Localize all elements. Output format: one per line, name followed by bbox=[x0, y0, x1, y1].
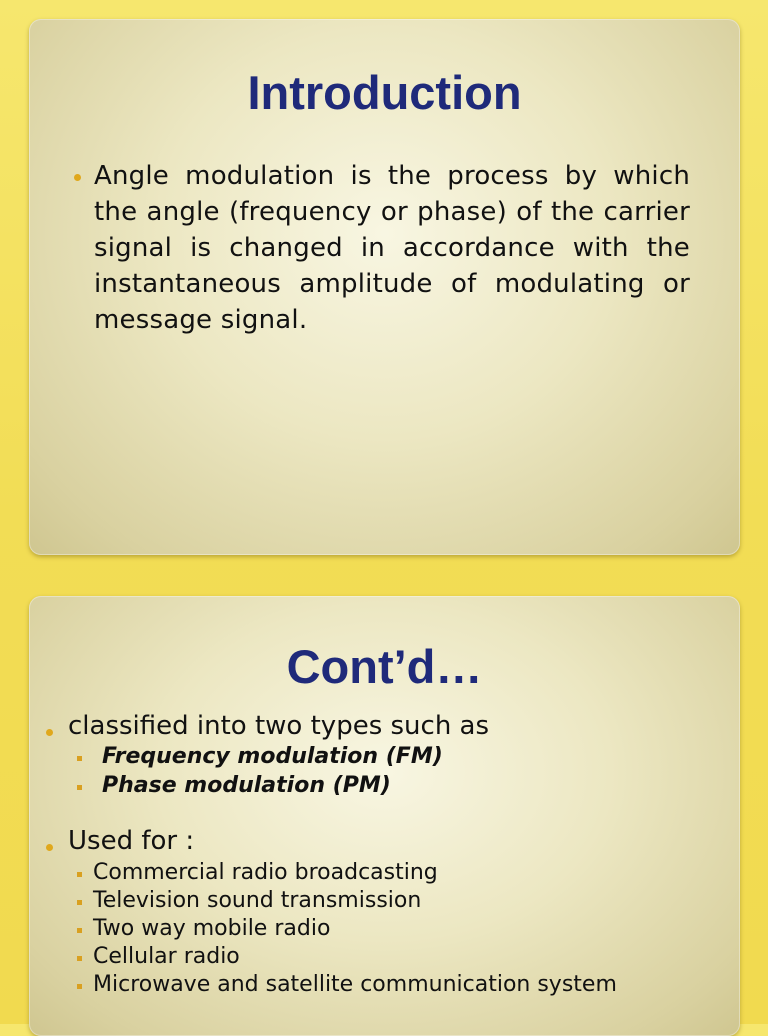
slide-contd bbox=[29, 596, 740, 1036]
use-item: Television sound transmission bbox=[93, 888, 422, 913]
square-bullet-icon bbox=[77, 984, 82, 989]
bullet-classified: classified into two types such as bbox=[68, 711, 490, 741]
type-item: Frequency modulation (FM) bbox=[102, 744, 443, 769]
square-bullet-icon bbox=[77, 900, 82, 905]
use-item: Commercial radio broadcasting bbox=[93, 860, 438, 885]
slide-title: Cont’d… bbox=[286, 640, 483, 693]
use-item: Cellular radio bbox=[93, 944, 240, 969]
intro-paragraph: Angle modulation is the process by which the angle (frequency or phase) of the carrier signal is changed in accordance with the instantaneous amplitude of modulating or message signal. bbox=[94, 161, 690, 335]
use-item: Microwave and satellite communication system bbox=[93, 972, 617, 997]
square-bullet-icon bbox=[77, 956, 82, 961]
square-bullet-icon bbox=[77, 785, 82, 790]
bullet-dot-icon bbox=[46, 729, 53, 736]
square-bullet-icon bbox=[77, 928, 82, 933]
slide-title: Introduction bbox=[247, 66, 522, 119]
use-item: Two way mobile radio bbox=[93, 916, 331, 941]
bullet-dot-icon bbox=[74, 174, 81, 181]
bullet-used-for: Used for : bbox=[68, 826, 195, 856]
square-bullet-icon bbox=[77, 872, 82, 877]
bullet-dot-icon bbox=[46, 844, 53, 851]
type-item: Phase modulation (PM) bbox=[102, 773, 391, 798]
slide-introduction bbox=[29, 19, 740, 555]
square-bullet-icon bbox=[77, 756, 82, 761]
